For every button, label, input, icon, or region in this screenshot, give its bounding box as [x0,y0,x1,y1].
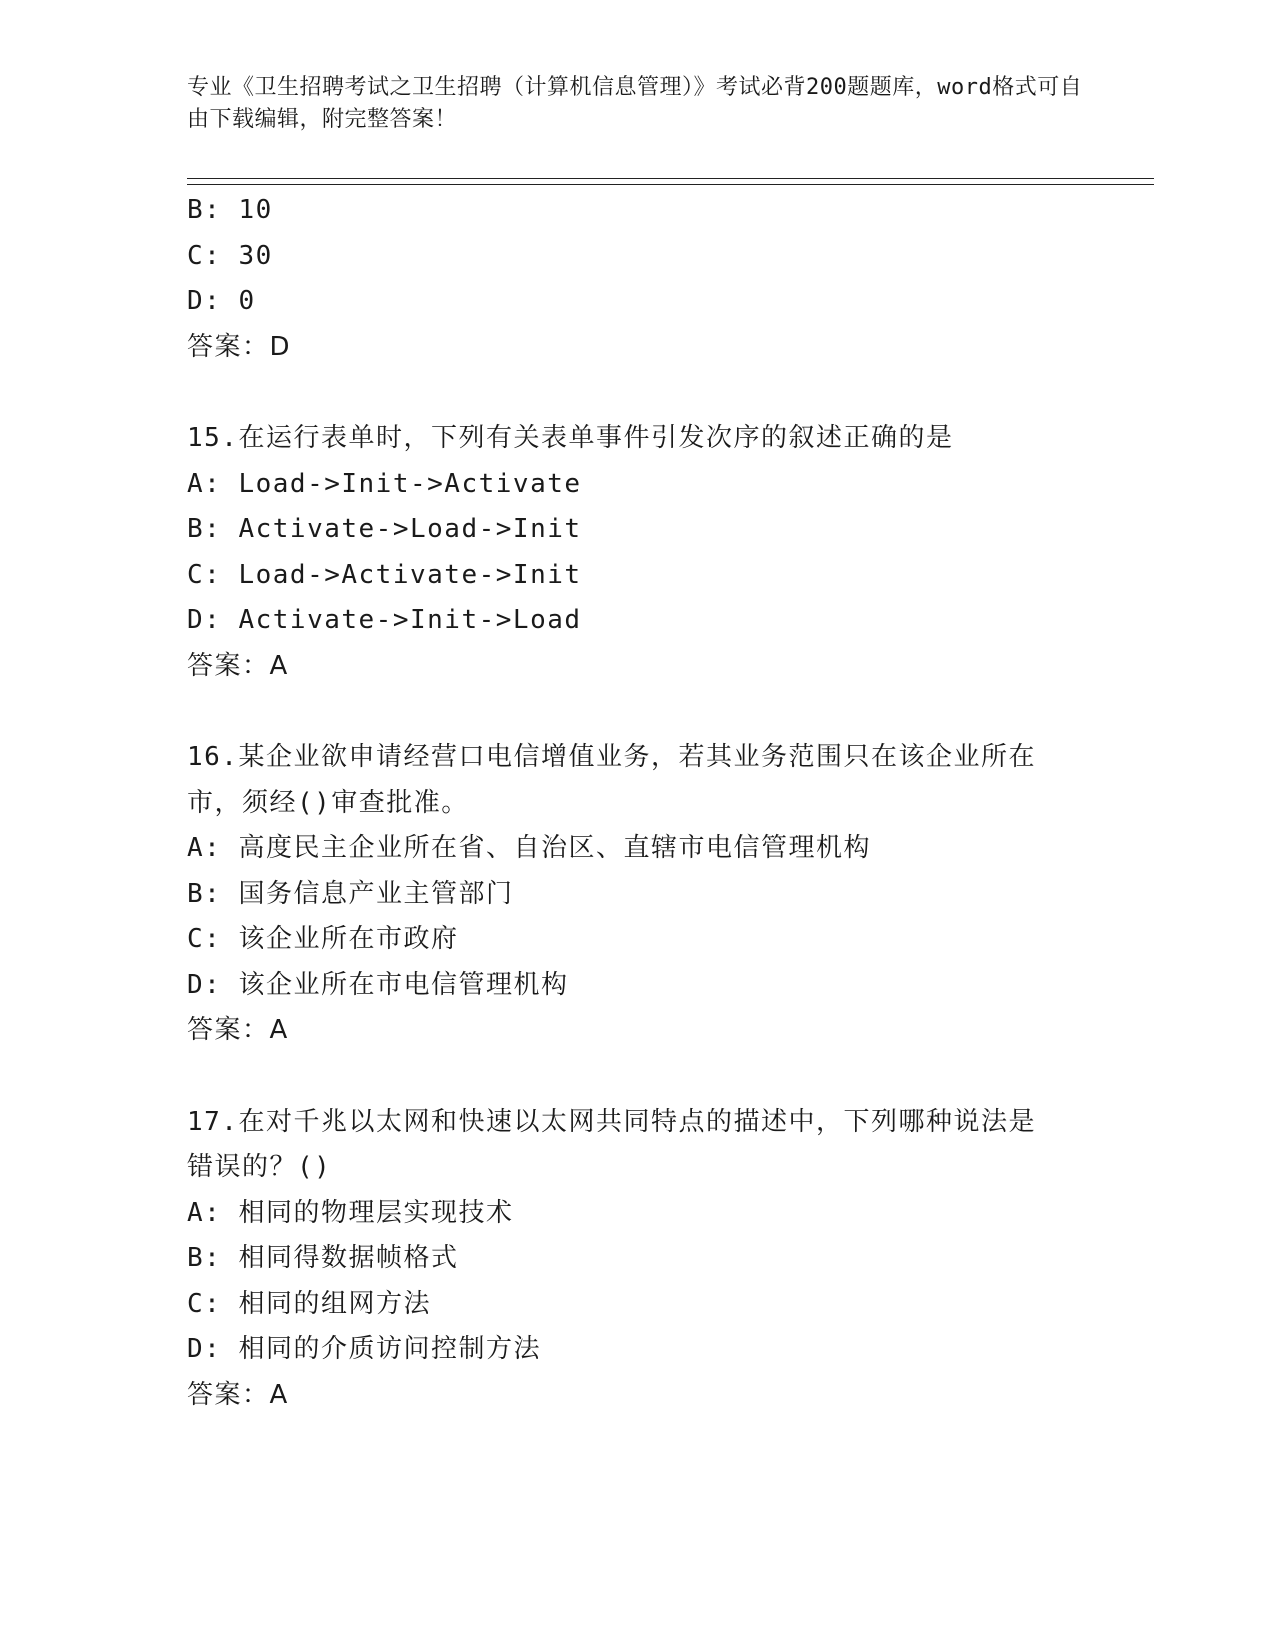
question-list [187,188,1087,1418]
option-b: B: 相同得数据帧格式 [187,1243,459,1273]
question-text: 15.在运行表单时，下列有关表单事件引发次序的叙述正确的是 [187,423,954,453]
question-17 [187,1100,1087,1419]
answer: 答案：A [187,1015,289,1045]
option-b: B: 国务信息产业主管部门 [187,878,514,909]
header-text: 专业《卫生招聘考试之卫生招聘（计算机信息管理）》考试必背200题题库，word格式可自由下载编辑，附完整答案！ [187,75,1083,132]
option-d: D: 该企业所在市电信管理机构 [187,969,569,1000]
option-a: A: Load->Init->Activate [187,468,582,499]
option-a: A: 高度民主企业所在省、自治区、直辖市电信管理机构 [187,833,871,863]
header-rule-top [187,178,1154,179]
answer: 答案：A [187,650,289,681]
option-c: C: Load->Activate->Init [187,559,582,590]
option-c: C: 相同的组网方法 [187,1288,431,1319]
option-c: C: 30 [187,240,273,271]
option-d: D: 0 [187,286,256,316]
question-16 [187,735,1087,1054]
option-d: D: Activate->Init->Load [187,605,582,635]
answer: 答案：A [187,1379,289,1410]
document-header [187,72,1087,136]
header-rule-bottom [187,184,1154,185]
question-text: 17.在对千兆以太网和快速以太网共同特点的描述中，下列哪种说法是错误的？() [187,1106,1036,1182]
option-a: A: 相同的物理层实现技术 [187,1197,514,1228]
option-b: B: 10 [187,195,273,225]
answer: 答案：D [187,331,292,362]
continued-question [187,188,1087,370]
option-d: D: 相同的介质访问控制方法 [187,1334,541,1364]
question-text: 16.某企业欲申请经营口电信增值业务，若其业务范围只在该企业所在市，须经()审查批准。 [187,742,1036,818]
question-15 [187,416,1087,689]
option-b: B: Activate->Load->Init [187,514,582,544]
option-c: C: 该企业所在市政府 [187,924,459,954]
